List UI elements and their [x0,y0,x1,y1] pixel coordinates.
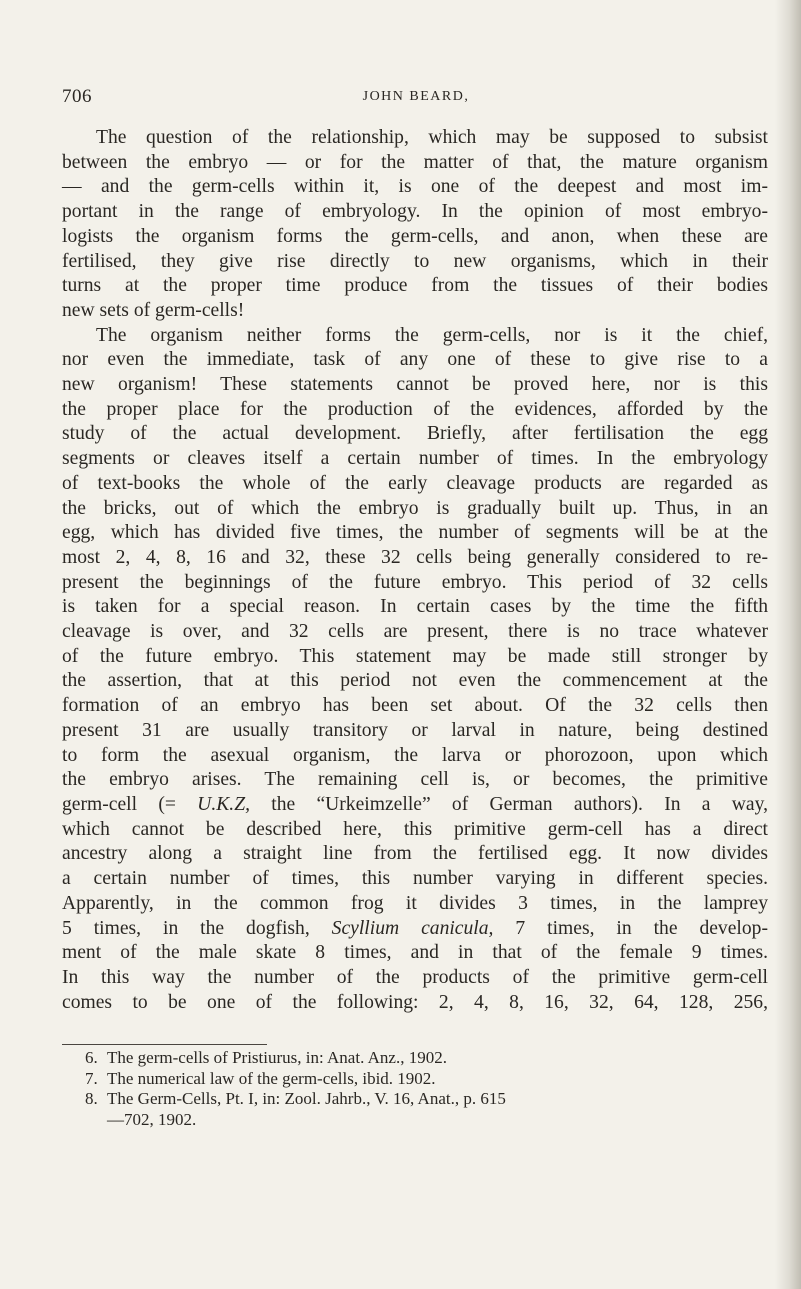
text-line: comes to be one of the following: 2, 4, 8, 16, 32, 64, 128, 256, [62,991,768,1013]
body-text [62,126,768,1015]
text-line: the proper place for the production of the evidences, afforded by the [62,398,768,420]
text-line: logists the organism forms the germ-cells, and anon, when these are [62,225,768,247]
text-line [62,793,768,818]
footnote-text: The germ-cells of Pristiurus, in: Anat. Anz., 1902. [107,1048,447,1067]
text-line: to form the asexual organism, the larva or phorozoon, upon which [62,744,768,766]
text-line: In this way the number of the products of the primitive germ-cell [62,966,768,988]
text-line: ancestry along a straight line from the fertilised egg. It now divides [62,843,768,865]
text-line: Apparently, in the common frog it divides 3 times, in the lamprey [62,892,768,914]
text-segment: the “Urkeimzelle” of German authors). In a way, [271,793,769,815]
text-line: nor even the immediate, task of any one of these to give rise to a [62,349,768,371]
text-segment: 5 times, in the dogfish, [62,917,310,939]
footnote [85,1089,765,1110]
footnotes [85,1048,765,1130]
text-line: the bricks, out of which the embryo is gradually built up. Thus, in an [62,497,768,519]
page-header [62,86,770,110]
footnote-text: The Germ-Cells, Pt. I, in: Zool. Jahrb., V. 16, Anat., p. 615 [107,1089,506,1108]
page-edge-shadow [775,0,801,1289]
footnote-number: 8. [85,1089,98,1108]
text-segment: 7 times, in the develop- [515,917,768,939]
text-line: the embryo arises. The remaining cell is, or becomes, the primitive [62,769,768,791]
running-title: JOHN BEARD, [362,89,470,104]
text-line: of text-books the whole of the early cleavage products are regarded as [62,472,768,494]
footnote [85,1069,765,1090]
text-line: most 2, 4, 8, 16 and 32, these 32 cells being generally considered to re- [62,546,768,568]
text-line: ment of the male skate 8 times, and in that of the female 9 times. [62,942,768,964]
text-line: a certain number of times, this number varying in different species. [62,868,768,890]
text-line: present 31 are usually transitory or larval in nature, being destined [62,719,768,741]
text-line: cleavage is over, and 32 cells are present, there is no trace whatever [62,621,768,643]
footnote-text: The numerical law of the germ-cells, ibid. 1902. [107,1068,436,1088]
footnote [85,1048,765,1069]
text-line: — and the germ-cells within it, is one of the deepest and most im- [62,176,768,198]
footnote-number: 6. [85,1048,98,1067]
italic-abbreviation: U.K.Z, [197,793,250,815]
text-line: portant in the range of embryology. In the opinion of most embryo- [62,201,768,223]
text-line: new sets of germ-cells! [62,299,245,321]
text-line: between the embryo — or for the matter of that, the mature organism [62,151,768,173]
text-line: of the future embryo. This statement may be made still stronger by [62,645,768,667]
text-line: fertilised, they give rise directly to new organisms, which in their [62,250,768,272]
text-segment: germ-cell (= [62,793,176,815]
footnote-continuation: —702, 1902. [107,1109,197,1129]
text-line: turns at the proper time produce from the tissues of their bodies [62,275,768,297]
footnote-number: 7. [85,1068,98,1088]
text-line: new organism! These statements cannot be proved here, nor is this [62,374,768,396]
text-line: the assertion, that at this period not even the commencement at the [62,670,768,692]
text-line: study of the actual development. Briefly, after fertilisation the egg [62,423,768,445]
text-line: present the beginnings of the future embryo. This period of 32 cells [62,571,768,593]
text-line [62,917,768,942]
footnote-rule [62,1044,267,1045]
italic-species-name: Scyllium canicula, [331,917,494,939]
text-line: is taken for a special reason. In certain cases by the time the fifth [62,596,768,618]
text-line: The organism neither forms the germ-cells, nor is it the chief, [96,324,768,346]
text-line: egg, which has divided five times, the number of segments will be at the [62,522,768,544]
text-line: which cannot be described here, this primitive germ-cell has a direct [62,818,768,840]
text-line: formation of an embryo has been set about. Of the 32 cells then [62,695,768,717]
text-line: segments or cleaves itself a certain number of times. In the embryology [62,448,768,470]
text-line: The question of the relationship, which may be supposed to subsist [96,127,768,148]
page-number: 706 [62,86,92,107]
